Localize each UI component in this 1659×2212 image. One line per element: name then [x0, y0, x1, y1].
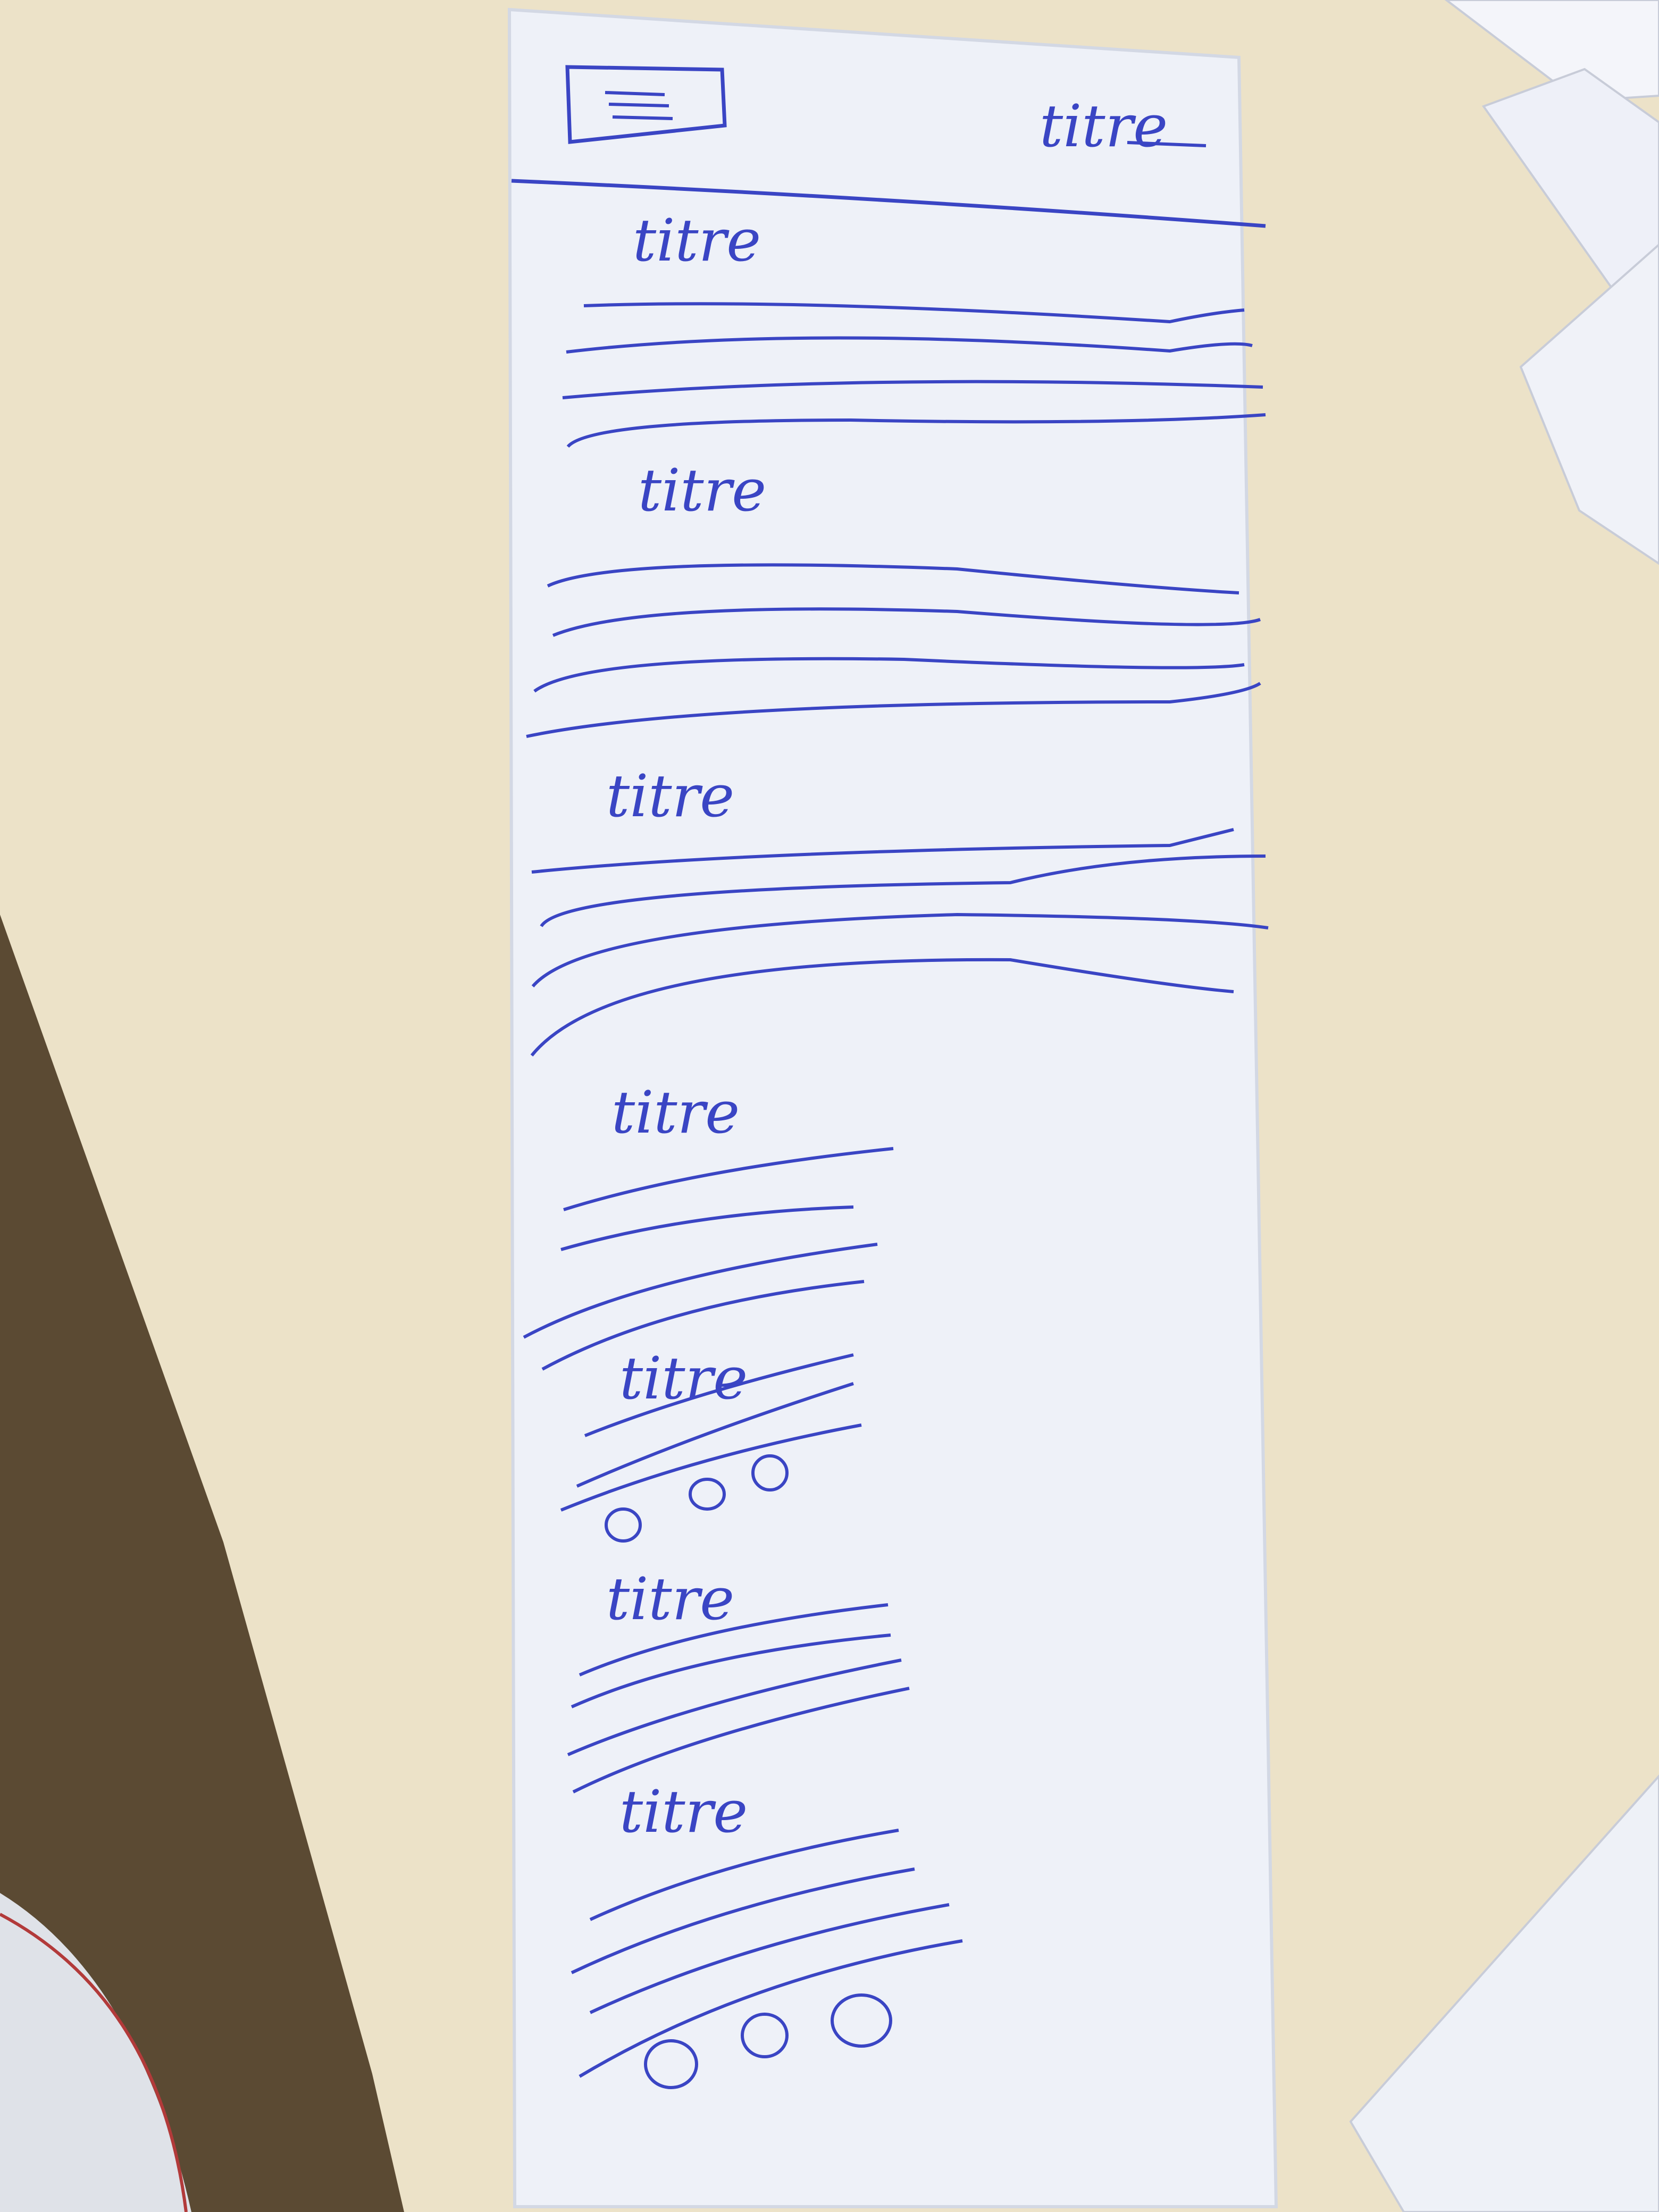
section-3-title: titre [606, 762, 735, 830]
section-6-title: titre [606, 1565, 735, 1633]
section-1-title: titre [633, 206, 761, 274]
section-4-title: titre [611, 1078, 740, 1146]
section-2-title: titre [638, 456, 767, 524]
section-5-title: titre [619, 1344, 748, 1412]
section-7-title: titre [619, 1778, 748, 1846]
header-title: titre [1040, 92, 1168, 160]
